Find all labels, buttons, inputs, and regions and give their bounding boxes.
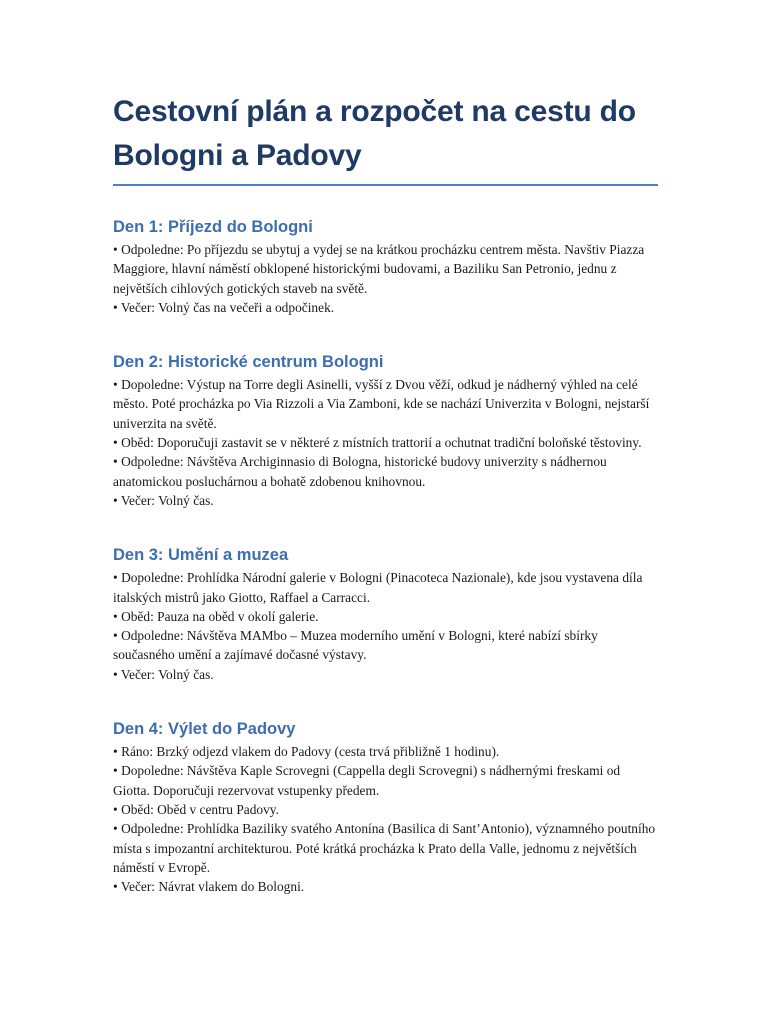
- bullet: •: [113, 763, 118, 779]
- item-text: Dopoledne: Výstup na Torre degli Asinelli, vyšší z Dvou věží, odkud je nádherný výhled na celé město. Poté procházka po Via Rizzoli a Via Zamboni, kde se nachází Univerzita v Bologni, nejstarší univerzita na světě.: [113, 377, 650, 431]
- day-2-heading: Den 2: Historické centrum Bologni: [113, 353, 384, 372]
- item-text: Večer: Volný čas na večeři a odpočinek.: [120, 299, 335, 315]
- bullet: •: [113, 377, 118, 393]
- bullet: •: [113, 666, 118, 682]
- item-text: Večer: Návrat vlakem do Bologni.: [120, 879, 305, 895]
- list-item: [113, 568, 658, 607]
- item-text: Oběd: Pauza na oběd v okolí galerie.: [121, 608, 319, 624]
- day-section-3: [113, 542, 658, 684]
- document-title: Cestovní plán a rozpočet na cestu do Bologni a Padovy: [113, 90, 658, 186]
- list-item: [113, 433, 658, 452]
- item-text: Odpoledne: Návštěva Archiginnasio di Bologna, historické budovy univerzity s nádhernou anatomickou posluchárnou a bohatě zdobenou knihovnou.: [113, 454, 607, 489]
- item-text: Ráno: Brzký odjezd vlakem do Padovy (cesta trvá přibližně 1 hodinu).: [121, 744, 500, 760]
- day-section-4: [113, 716, 658, 896]
- day-4-heading: Den 4: Výlet do Padovy: [113, 720, 296, 739]
- item-text: Dopoledne: Prohlídka Národní galerie v Bologni (Pinacoteca Nazionale), kde jsou vystavena díla italských mistrů jako Giotto, Raffael a Carracci.: [113, 570, 643, 605]
- day-section-1: [113, 214, 658, 317]
- day-4-items: [113, 742, 658, 896]
- bullet: •: [113, 628, 118, 644]
- day-2-items: [113, 375, 658, 510]
- bullet: •: [113, 299, 118, 315]
- item-text: Odpoledne: Po příjezdu se ubytuj a vydej se na krátkou procházku centrem města. Navštiv Piazza Maggiore, hlavní náměstí obklopené historickými budovami, a Baziliku San Petronio, jednu z největších cihlových gotických staveb na světě.: [113, 242, 645, 296]
- day-section-2: [113, 349, 658, 510]
- list-item: [113, 665, 658, 684]
- item-text: Večer: Volný čas.: [120, 492, 214, 508]
- bullet: •: [113, 879, 118, 895]
- bullet: •: [113, 608, 118, 624]
- day-1-heading: Den 1: Příjezd do Bologni: [113, 218, 313, 236]
- list-item: [113, 298, 658, 317]
- list-item: [113, 240, 658, 298]
- list-item: [113, 877, 658, 896]
- bullet: •: [113, 492, 118, 508]
- list-item: [113, 761, 658, 800]
- bullet: •: [113, 435, 118, 451]
- bullet: •: [113, 454, 118, 470]
- document-page: [113, 90, 658, 896]
- day-3-items: [113, 568, 658, 684]
- list-item: [113, 819, 658, 877]
- bullet: •: [113, 821, 118, 837]
- bullet: •: [113, 570, 118, 586]
- list-item: [113, 452, 658, 491]
- day-1-items: [113, 240, 658, 317]
- bullet: •: [113, 801, 118, 817]
- item-text: Oběd: Doporučuji zastavit se v některé z místních trattorií a ochutnat tradiční boloňské těstoviny.: [121, 435, 642, 451]
- bullet: •: [113, 242, 118, 257]
- item-text: Odpoledne: Prohlídka Baziliky svatého Antonína (Basilica di Sant’Antonio), významného poutního místa s impozantní architekturou. Poté krátká procházka k Prato della Valle, jednomu z největších náměstí v Evropě.: [113, 821, 656, 875]
- list-item: [113, 375, 658, 433]
- day-3-heading: Den 3: Umění a muzea: [113, 546, 289, 565]
- item-text: Dopoledne: Návštěva Kaple Scrovegni (Cappella degli Scrovegni) s nádhernými freskami od Giotta. Doporučuji rezervovat vstupenky předem.: [113, 763, 621, 798]
- list-item: [113, 742, 658, 761]
- bullet: •: [113, 744, 118, 760]
- item-text: Odpoledne: Návštěva MAMbo – Muzea moderního umění v Bologni, které nabízí sbírky současného umění a zajímavé dočasné výstavy.: [113, 628, 598, 663]
- list-item: [113, 626, 658, 665]
- list-item: [113, 800, 658, 819]
- item-text: Oběd: Oběd v centru Padovy.: [121, 801, 279, 817]
- item-text: Večer: Volný čas.: [120, 666, 214, 682]
- list-item: [113, 491, 658, 510]
- list-item: [113, 607, 658, 626]
